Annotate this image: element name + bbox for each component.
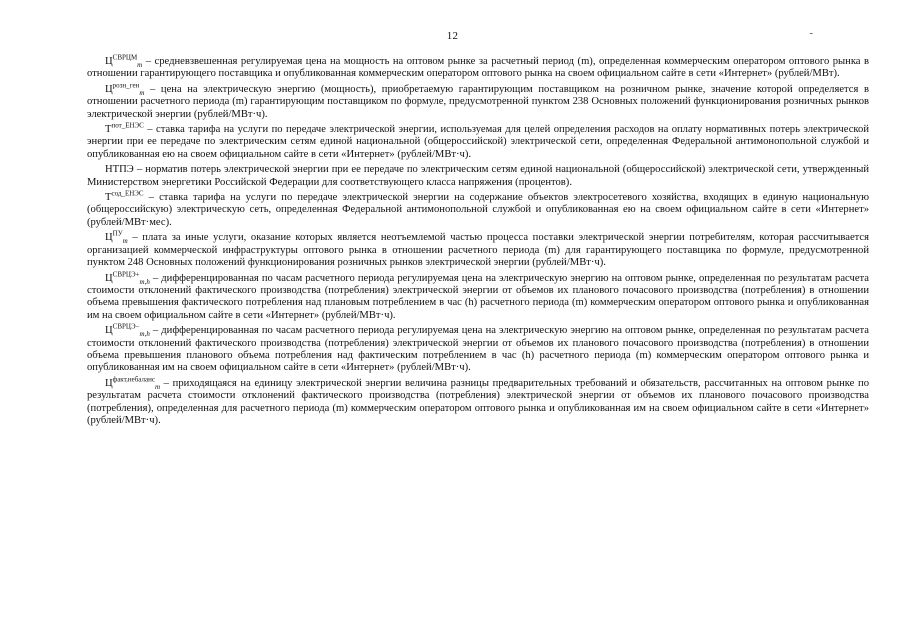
variable-symbol: НТПЭ — [105, 164, 134, 176]
definition-text: – ставка тарифа на услуги по передаче электрической энергии, используемая для целей определения расходов на оплату нормативных потерь электрической энергии при ее передаче по электрическим сетям единой национальной (общероссийской) электрической сети, определенная Федеральной антимонопольной службой и опубликованная ею на своем официальном сайте в сети «Интернет» (рублей/МВт·ч). — [87, 124, 869, 160]
definition-text: – средневзвешенная регулируемая цена на мощность на оптовом рынке за расчетный период (m), определенная коммерческим оператором оптового рынка в отношении гарантирующего поставщика и опубликованная коммерческим оператором оптового рынка на своем официальном сайте в сети «Интернет» (рублей/МВт). — [87, 56, 869, 80]
symbol-base: Ц — [105, 377, 113, 389]
definition-text: – ставка тарифа на услуги по передаче электрической энергии на содержание объектов электросетевого хозяйства, входящих в единую национальную (общероссийскую) электрическую сеть, определенная Федеральной антимонопольной службой и опубликованная ею на своем официальном сайте в сети «Интернет» (рублей/МВт·мес). — [87, 192, 869, 228]
symbol-base: Ц — [105, 83, 113, 95]
symbol-superscript: СВРЦЭ+ — [112, 269, 140, 278]
symbol-superscript: факт,небаланс — [112, 375, 155, 384]
symbol-subscript: m — [137, 61, 143, 70]
definition-text: – норматив потерь электрической энергии при ее передаче по электрическим сетям единой национальной (общероссийской) электрической сети, утвержденный Министерством энергетики Российской Федерации для соответствующего класса напряжения (процентов). — [87, 164, 869, 188]
symbol-base: Т — [105, 192, 112, 204]
symbol-base: Ц — [105, 56, 113, 67]
symbol-subscript: m — [139, 88, 145, 97]
variable-symbol — [105, 375, 160, 391]
definitions-list — [87, 53, 869, 430]
symbol-subscript: m — [122, 237, 128, 246]
symbol-superscript: сод_ЕНЭС — [111, 189, 144, 198]
symbol-superscript: розн_ген — [112, 81, 140, 90]
definition-paragraph — [87, 81, 869, 121]
variable-symbol — [105, 189, 144, 204]
symbol-superscript: пот_ЕНЭС — [111, 121, 144, 130]
definition-paragraph — [87, 269, 869, 323]
variable-symbol — [105, 229, 128, 246]
definition-paragraph — [87, 164, 869, 189]
symbol-base: Ц — [105, 325, 113, 337]
corner-mark: - — [809, 28, 813, 39]
variable-symbol — [105, 269, 150, 286]
symbol-subscript: m — [154, 382, 160, 391]
symbol-superscript: СВРЦЭ− — [112, 322, 140, 331]
variable-symbol — [105, 322, 150, 339]
symbol-base: Ц — [105, 232, 113, 244]
definition-text: – цена на электрическую энергию (мощность), приобретаемую гарантирующим поставщиком на розничном рынке, значение которой определяется в отношении расчетного периода (m) гарантирующим поставщиком по формуле, предусмотренной пунктом 238 Основных положений функционирования розничных рынков электрической энергии (рублей/МВт·ч). — [87, 83, 869, 120]
definition-paragraph — [87, 189, 869, 229]
definition-text: – дифференцированная по часам расчетного периода регулируемая цена на электрическую энергию на оптовом рынке, определенная по результатам расчета стоимости отклонений фактического производства (потребления) электрической энергии от объемов их планового почасового производства (потребления) в отношении объема превышения фактического потребления над плановым потреблением в час (h) расчетного периода (m) коммерческим оператором оптового рынка и опубликованная им на своем официальном сайте в сети «Интернет» (рублей/МВт·ч). — [87, 272, 869, 321]
definition-paragraph — [87, 375, 869, 428]
symbol-base: Ц — [105, 272, 113, 284]
definition-text: – плата за иные услуги, оказание которых является неотъемлемой частью процесса поставки электрической энергии потребителям, которая рассчитывается организацией коммерческой инфраструктуры оптового рынка в отношении расчетного периода (m) для гарантирующего поставщика по формуле, предусмотренной пунктом 248 Основных положений функционирования розничных рынков электрической энергии (рублей/МВт·ч). — [87, 232, 869, 269]
symbol-superscript: СВРЦМ — [112, 53, 138, 62]
variable-symbol — [105, 121, 144, 136]
definition-text: – приходящаяся на единицу электрической энергии величина разницы предварительных требований и обязательств, рассчитанных на оптовом рынке по результатам расчета стоимости отклонений фактического производства (потребления) электрической энергии от объемов их планового почасового производства (потребления), определенная для расчетного периода (m) коммерческим оператором оптового рынка и опубликованная им на своем официальном сайте в сети «Интернет» (рублей/МВт·ч). — [87, 377, 869, 426]
symbol-subscript: m,h — [139, 330, 150, 339]
definition-paragraph — [87, 53, 869, 81]
definition-text: – дифференцированная по часам расчетного периода регулируемая цена на электрическую энергию на оптовом рынке, определенная по результатам расчета стоимости отклонений фактического производства (потребления) электрической энергии от объемов их планового почасового производства (потребления) в отношении объема превышения планового объема потребления над фактическим потреблением в час (h) расчетного периода (m) коммерческим оператором оптового рынка и опубликованная им на своем официальном сайте в сети «Интернет» (рублей/МВт·ч). — [87, 325, 869, 374]
symbol-base: Т — [105, 124, 112, 136]
definition-paragraph — [87, 121, 869, 161]
variable-symbol — [105, 53, 143, 70]
symbol-subscript: m,h — [139, 277, 150, 286]
symbol-superscript: ПУ — [112, 229, 123, 238]
definition-paragraph — [87, 229, 869, 269]
definition-paragraph — [87, 322, 869, 375]
page-number: 12 — [446, 30, 459, 42]
variable-symbol — [105, 81, 145, 97]
